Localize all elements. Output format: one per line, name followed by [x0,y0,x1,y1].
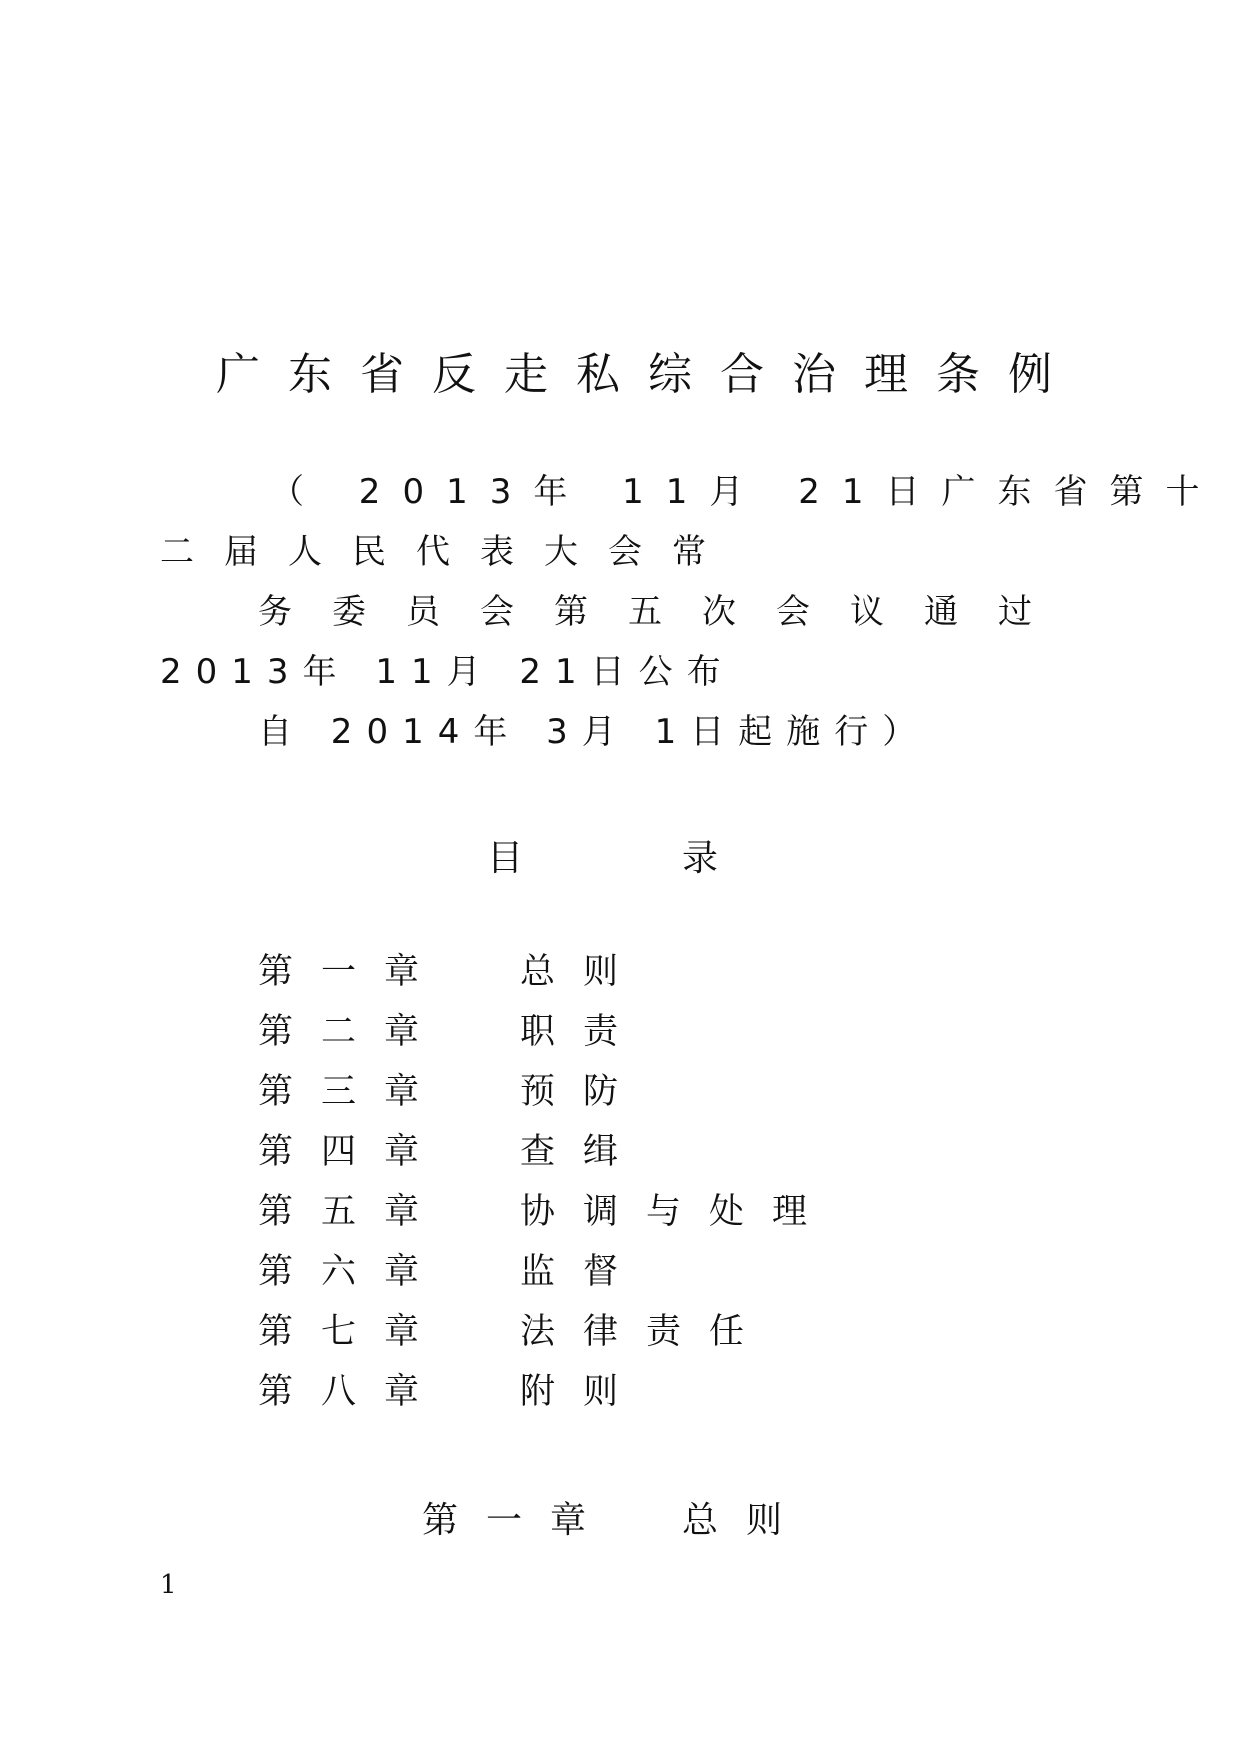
adoption-note-line-4: 2013年 11月 21日公布 [160,652,735,692]
document-title: 广东省反走私综合治理条例 [216,349,1080,400]
toc-chapter-number: 第七章 [258,1312,448,1352]
adoption-note-line-3: 务委员会第五次会议通过 [258,592,1072,632]
adoption-note-line-5: 自 2014年 3月 1日起施行） [258,712,931,752]
toc-chapter-name: 职责 [520,1012,647,1052]
toc-chapter-number: 第八章 [258,1372,448,1412]
toc-chapter-number: 第二章 [258,1012,448,1052]
toc-heading-left: 目 [487,838,524,879]
toc-chapter-number: 第四章 [258,1132,448,1172]
toc-chapter-number: 第三章 [258,1072,448,1112]
toc-chapter-name: 协调与处理 [520,1192,836,1232]
chapter-heading-number: 第一章 [422,1500,615,1541]
toc-chapter-name: 查缉 [520,1132,647,1172]
toc-heading-right: 录 [682,838,719,879]
toc-chapter-name: 监督 [520,1252,647,1292]
toc-chapter-number: 第五章 [258,1192,448,1232]
chapter-heading-name: 总则 [682,1500,811,1541]
toc-chapter-name: 预防 [520,1072,647,1112]
toc-chapter-name: 附则 [520,1372,647,1412]
adoption-note-line-2: 二届人民代表大会常 [160,532,736,572]
toc-chapter-number: 第六章 [258,1252,448,1292]
adoption-note-line-1: （ 2013年 11月 21日广东省第十 [270,472,1222,512]
toc-chapter-name: 总则 [520,952,647,992]
page-number: 1 [160,1570,177,1600]
toc-chapter-number: 第一章 [258,952,448,992]
toc-chapter-name: 法律责任 [520,1312,773,1352]
